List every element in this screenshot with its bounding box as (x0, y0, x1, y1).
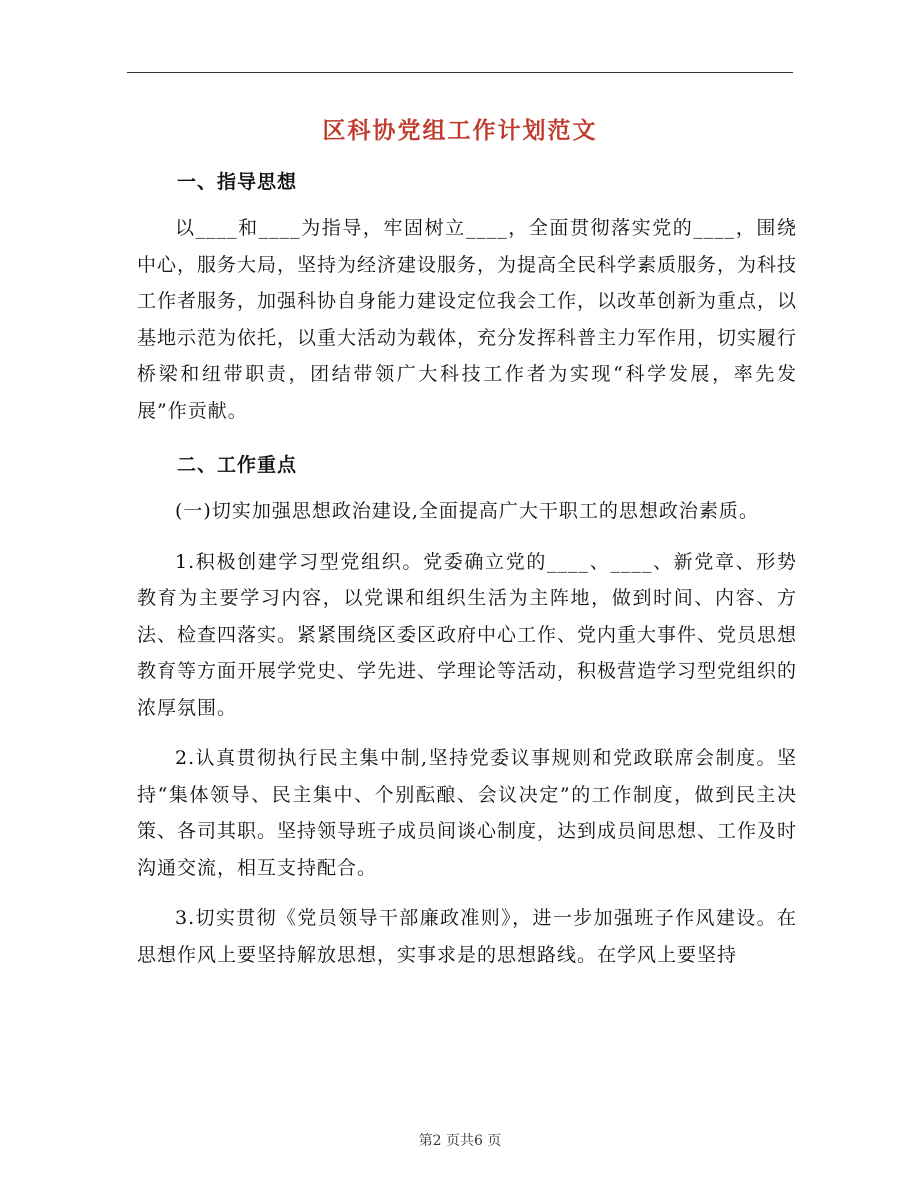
paragraph-guiding-ideology: 以____和____为指导，牢固树立____，全面贯彻落实党的____，围绕中心，服务大局，坚持为经济建设服务，为提高全民科学素质服务，为科技工作者服务，加强科协自身能力建设定位我会工作，以改革创新为重点，以基地示范为依托，以重大活动为载体，充分发挥科普主力军作用，切实履行桥梁和纽带职责，团结带领广大科技工作者为实现“科学发展，率先发展”作贡献。 (137, 217, 798, 422)
section-heading-guiding-ideology: 一、指导思想 (177, 171, 298, 193)
paragraph-item-2: 2.认真贯彻执行民主集中制,坚持党委议事规则和党政联席会制度。坚持“集体领导、民主集中、个别酝酿、会议决定”的工作制度，做到民主决策、各司其职。坚持领导班子成员间谈心制度，达到成员间思想、工作及时沟通交流，相互支持配合。 (137, 747, 798, 879)
section-heading-work-focus: 二、工作重点 (177, 454, 298, 476)
paragraph-item-1: 1.积极创建学习型党组织。党委确立党的____、____、新党章、形势教育为主要学习内容，以党课和组织生活为主阵地，做到时间、内容、方法、检查四落实。紧紧围绕区委区政府中心工作、党内重大事件、党员思想教育等方面开展学党史、学先进、学理论等活动，积极营造学习型党组织的浓厚氛围。 (137, 550, 798, 719)
document-title: 区科协党组工作计划范文 (322, 117, 598, 144)
page-number-footer: 第2 页共6 页 (418, 1133, 502, 1149)
paragraph-item-3: 3.切实贯彻《党员领导干部廉政准则》，进一步加强班子作风建设。在思想作风上要坚持解放思想，实事求是的思想路线。在学风上要坚持 (137, 907, 797, 966)
header-rule (127, 72, 793, 73)
document-body (137, 164, 797, 973)
paragraph-subsection-1: (一)切实加强思想政治建设,全面提高广大干职工的思想政治素质。 (175, 500, 759, 522)
